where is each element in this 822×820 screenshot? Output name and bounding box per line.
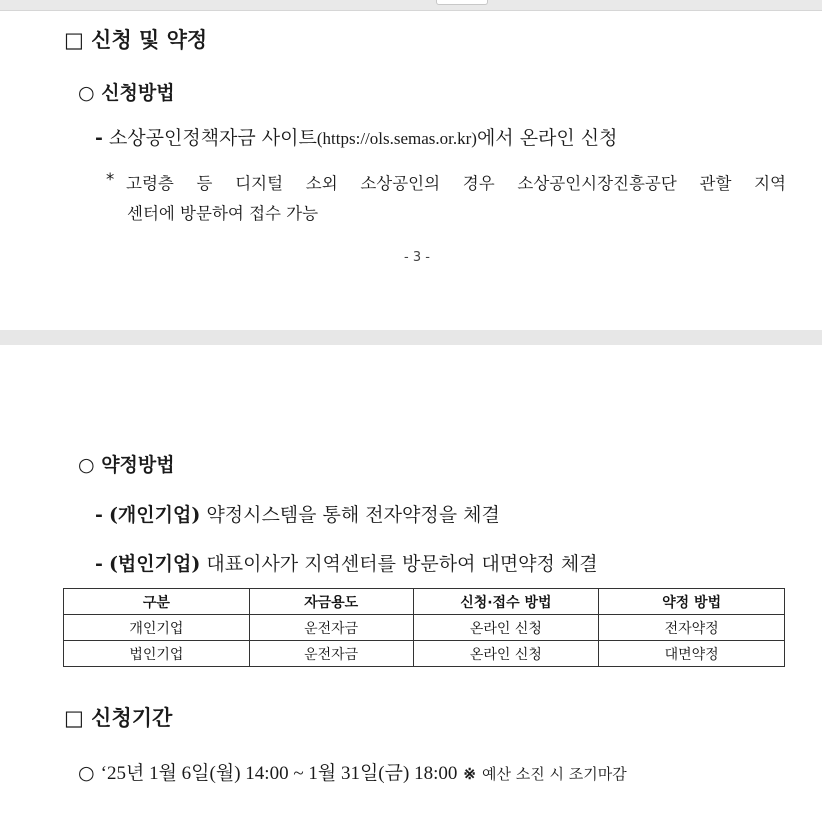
- table-cell: 법인기업: [64, 641, 250, 667]
- note-line-2: 센터에 방문하여 접수 가능: [127, 204, 319, 223]
- section-heading-application-period: □ 신청기간: [64, 705, 173, 730]
- budget-note: 예산 소진 시 조기마감: [482, 765, 627, 783]
- page-separator: [0, 330, 822, 345]
- application-period-line: [78, 758, 627, 785]
- subheading-apply-method: ○ 신청방법: [78, 82, 175, 104]
- apply-prefix-text: 소상공인정책자금 사이트: [108, 127, 317, 149]
- table-header-cell: 구분: [64, 589, 250, 615]
- section-heading-apply-and-contract: □ 신청 및 약정: [64, 27, 208, 52]
- table-cell: 온라인 신청: [413, 641, 599, 667]
- apply-suffix-text: 에서 온라인 신청: [476, 127, 618, 149]
- table-header-cell: 신청·접수 방법: [413, 589, 599, 615]
- table-cell: 전자약정: [599, 615, 785, 641]
- individual-business-text: 약정시스템을 통해 전자약정을 체결: [206, 504, 500, 526]
- table-cell: 운전자금: [249, 641, 413, 667]
- individual-business-label: (개인기업): [108, 504, 201, 526]
- contract-item-corporate: [95, 549, 598, 576]
- page-scroll-tab[interactable]: [436, 0, 488, 5]
- circle-bullet: ○: [78, 762, 95, 784]
- contract-method-table: [63, 588, 785, 667]
- subheading-contract-method: ○ 약정방법: [78, 454, 175, 476]
- table-row: [64, 641, 785, 667]
- contract-item-individual: [95, 500, 500, 527]
- dash-bullet: -: [95, 127, 103, 149]
- corporate-business-label: (법인기업): [108, 553, 201, 575]
- note-line-1: 고령층 등 디지털 소외 소상공인의 경우 소상공인시장진흥공단 관할 지역: [126, 174, 786, 193]
- table-cell: 운전자금: [249, 615, 413, 641]
- table-header-cell: 약정 방법: [599, 589, 785, 615]
- reference-mark: ※: [463, 765, 476, 783]
- table-row: [64, 615, 785, 641]
- corporate-business-text: 대표이사가 지역센터를 방문하여 대면약정 체결: [206, 553, 598, 575]
- document-top-bar: [0, 0, 822, 11]
- dash-bullet: -: [95, 504, 103, 526]
- table-header-row: [64, 589, 785, 615]
- application-period-text: ‘25년 1월 6일(월) 14:00 ~ 1월 31일(금) 18:00: [100, 763, 458, 784]
- note-star: *: [106, 170, 115, 189]
- table-cell: 온라인 신청: [413, 615, 599, 641]
- table-cell: 대면약정: [599, 641, 785, 667]
- dash-bullet: -: [95, 553, 103, 575]
- apply-url: (https://ols.semas.or.kr): [316, 129, 477, 148]
- page-number: - 3 -: [404, 250, 430, 265]
- table-header-cell: 자금용도: [249, 589, 413, 615]
- apply-method-line: [95, 123, 618, 150]
- table-cell: 개인기업: [64, 615, 250, 641]
